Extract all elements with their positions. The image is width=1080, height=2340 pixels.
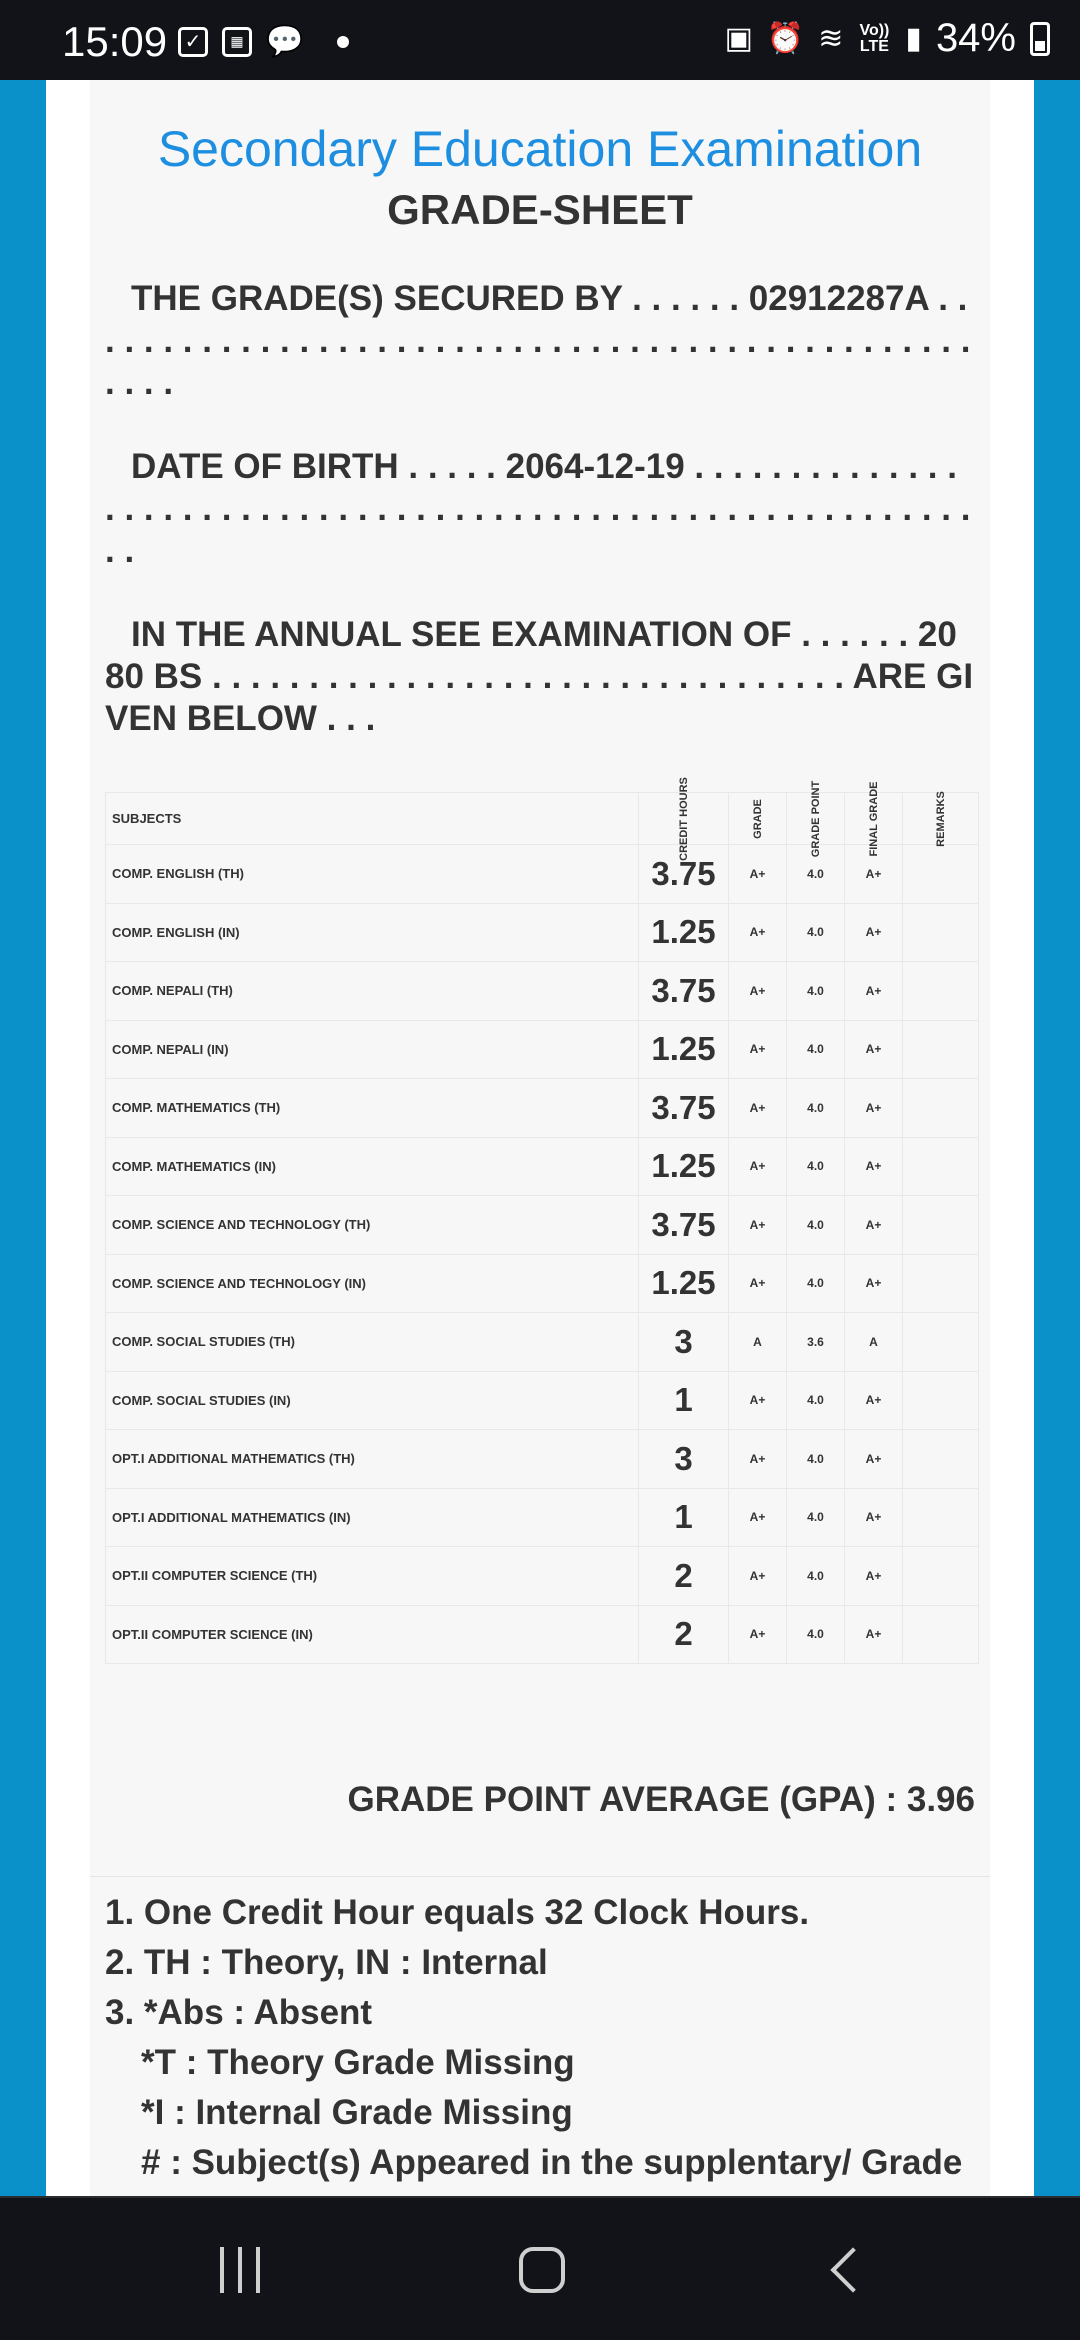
cell-final-grade: A+ (845, 1020, 903, 1079)
cell-subject: COMP. SCIENCE AND TECHNOLOGY (TH) (106, 1196, 639, 1255)
alarm-icon: ⏰ (766, 22, 805, 55)
cell-final-grade: A+ (845, 1488, 903, 1547)
battery-saver-icon: ▣ (724, 22, 753, 55)
table-row (106, 1137, 979, 1196)
cell-grade: A+ (729, 962, 787, 1021)
cell-final-grade: A+ (845, 1254, 903, 1313)
cell-grade: A+ (729, 1430, 787, 1489)
cell-credit-hours: 3.75 (639, 962, 729, 1021)
home-icon (519, 2247, 565, 2293)
cell-subject: COMP. MATHEMATICS (IN) (106, 1137, 639, 1196)
cell-grade-point: 4.0 (787, 1196, 845, 1255)
right-margin (1034, 80, 1080, 2196)
cell-grade: A+ (729, 1488, 787, 1547)
table-row (106, 1196, 979, 1255)
table-row (106, 1020, 979, 1079)
cell-credit-hours: 1.25 (639, 1020, 729, 1079)
battery-percent: 34% (935, 16, 1016, 60)
cell-grade: A (729, 1313, 787, 1372)
cell-grade: A+ (729, 1137, 787, 1196)
calendar-icon: ▦ (222, 27, 252, 57)
table-row (106, 903, 979, 962)
cell-credit-hours: 3 (639, 1313, 729, 1372)
cell-remarks (903, 1254, 979, 1313)
signal-icon: ▮ (905, 22, 922, 55)
cell-subject: COMP. ENGLISH (IN) (106, 903, 639, 962)
cell-final-grade: A+ (845, 1605, 903, 1664)
col-grade-point: GRADE POINT (787, 793, 845, 845)
cell-subject: COMP. SOCIAL STUDIES (IN) (106, 1371, 639, 1430)
cell-remarks (903, 1020, 979, 1079)
cell-final-grade: A (845, 1313, 903, 1372)
col-credit-hours: CREDIT HOURS (639, 793, 729, 845)
cell-credit-hours: 1.25 (639, 1137, 729, 1196)
table-row (106, 1488, 979, 1547)
cell-subject: COMP. SCIENCE AND TECHNOLOGY (IN) (106, 1254, 639, 1313)
cell-grade-point: 4.0 (787, 1430, 845, 1489)
dob-text: DATE OF BIRTH . . . . . 2064-12-19 . . . . . . . . . . . . . . . . . . . . . . . . . . . . . . . . . . . . . . . . . . . . . . . . . . . . . . . . . . . . . (105, 447, 971, 570)
cell-grade-point: 4.0 (787, 1020, 845, 1079)
cell-grade: A+ (729, 1605, 787, 1664)
divider (90, 1876, 990, 1877)
recent-apps-icon (220, 2247, 260, 2293)
cell-grade-point: 3.6 (787, 1313, 845, 1372)
cell-subject: COMP. SOCIAL STUDIES (TH) (106, 1313, 639, 1372)
cell-grade-point: 4.0 (787, 1079, 845, 1138)
cell-credit-hours: 3.75 (639, 1196, 729, 1255)
cell-remarks (903, 845, 979, 904)
table-row (106, 1547, 979, 1606)
note-item: # : Subject(s) Appeared in the supplentary/ Grade (141, 2143, 963, 2182)
cell-grade-point: 4.0 (787, 845, 845, 904)
navigation-bar (0, 2196, 1080, 2340)
cell-credit-hours: 3 (639, 1430, 729, 1489)
cell-final-grade: A+ (845, 1196, 903, 1255)
cell-final-grade: A+ (845, 962, 903, 1021)
cell-subject: COMP. NEPALI (IN) (106, 1020, 639, 1079)
cell-credit-hours: 1.25 (639, 1254, 729, 1313)
cell-credit-hours: 3.75 (639, 1079, 729, 1138)
cell-remarks (903, 903, 979, 962)
cell-remarks (903, 962, 979, 1021)
cell-grade: A+ (729, 1020, 787, 1079)
cell-grade: A+ (729, 1547, 787, 1606)
web-page[interactable] (46, 80, 1034, 2196)
cell-remarks (903, 1430, 979, 1489)
table-header-row (106, 793, 979, 845)
cell-credit-hours: 1 (639, 1371, 729, 1430)
chat-icon: 💬 (266, 25, 304, 58)
cell-credit-hours: 2 (639, 1605, 729, 1664)
cell-grade: A+ (729, 903, 787, 962)
cell-subject: OPT.II COMPUTER SCIENCE (IN) (106, 1605, 639, 1664)
cell-final-grade: A+ (845, 1137, 903, 1196)
note-item: 1. One Credit Hour equals 32 Clock Hours. (105, 1893, 810, 1932)
table-row (106, 1371, 979, 1430)
note-item: *I : Internal Grade Missing (141, 2093, 573, 2132)
gpa-text: GRADE POINT AVERAGE (GPA) : 3.96 (347, 1780, 975, 1819)
cell-grade-point: 4.0 (787, 903, 845, 962)
cell-final-grade: A+ (845, 1371, 903, 1430)
cell-remarks (903, 1371, 979, 1430)
left-margin (0, 80, 46, 2196)
cell-subject: OPT.I ADDITIONAL MATHEMATICS (IN) (106, 1488, 639, 1547)
table-row (106, 1254, 979, 1313)
table-row (106, 1313, 979, 1372)
wifi-icon: ≋ (818, 22, 844, 55)
cell-grade-point: 4.0 (787, 1488, 845, 1547)
notification-dot-icon (337, 36, 349, 48)
col-remarks: REMARKS (903, 793, 979, 845)
lte-label: Vo)) LTE (859, 21, 890, 55)
cell-remarks (903, 1137, 979, 1196)
cell-grade-point: 4.0 (787, 1547, 845, 1606)
recent-apps-button[interactable] (200, 2238, 280, 2302)
status-time: 15:09 (62, 18, 168, 65)
cell-grade: A+ (729, 845, 787, 904)
cell-grade: A+ (729, 1371, 787, 1430)
cell-grade-point: 4.0 (787, 1254, 845, 1313)
home-button[interactable] (502, 2238, 582, 2302)
grades-table (105, 776, 979, 1664)
cell-remarks (903, 1605, 979, 1664)
status-bar (0, 0, 1080, 80)
cell-grade: A+ (729, 1196, 787, 1255)
table-row (106, 1605, 979, 1664)
cell-remarks (903, 1547, 979, 1606)
cell-subject: OPT.I ADDITIONAL MATHEMATICS (TH) (106, 1430, 639, 1489)
table-row (106, 962, 979, 1021)
cell-remarks (903, 1313, 979, 1372)
col-final-grade: FINAL GRADE (845, 793, 903, 845)
back-icon (830, 2247, 875, 2292)
note-item: *T : Theory Grade Missing (141, 2043, 575, 2082)
note-item: 2. TH : Theory, IN : Internal (105, 1943, 548, 1982)
cell-credit-hours: 2 (639, 1547, 729, 1606)
secured-by-text: THE GRADE(S) SECURED BY . . . . . . 02912287A . . . . . . . . . . . . . . . . . . . . . . . . . . . . . . . . . . . . . . . . . . . . . . . . . . . (105, 279, 971, 402)
page-subtitle: GRADE-SHEET (387, 186, 693, 233)
table-row (106, 845, 979, 904)
note-item: 3. *Abs : Absent (105, 1993, 373, 2032)
table-row (106, 1430, 979, 1489)
cell-credit-hours: 1.25 (639, 903, 729, 962)
cell-subject: OPT.II COMPUTER SCIENCE (TH) (106, 1547, 639, 1606)
cell-final-grade: A+ (845, 1547, 903, 1606)
cell-grade: A+ (729, 1254, 787, 1313)
grade-sheet (90, 80, 990, 2196)
cell-final-grade: A+ (845, 845, 903, 904)
cell-grade-point: 4.0 (787, 962, 845, 1021)
exam-text: IN THE ANNUAL SEE EXAMINATION OF . . . . . . 2080 BS . . . . . . . . . . . . . . . . . . . . . . . . . . . . . . . . . ARE GIVEN BELOW . . . (105, 615, 974, 738)
cell-grade-point: 4.0 (787, 1605, 845, 1664)
cell-final-grade: A+ (845, 1430, 903, 1489)
cell-remarks (903, 1488, 979, 1547)
cell-subject: COMP. MATHEMATICS (TH) (106, 1079, 639, 1138)
cell-grade-point: 4.0 (787, 1371, 845, 1430)
page-title: Secondary Education Examination (157, 121, 923, 177)
cell-credit-hours: 1 (639, 1488, 729, 1547)
cell-grade-point: 4.0 (787, 1137, 845, 1196)
cell-final-grade: A+ (845, 903, 903, 962)
battery-icon (1030, 22, 1050, 56)
checkbox-icon: ✓ (178, 27, 208, 57)
cell-credit-hours: 3.75 (639, 845, 729, 904)
cell-remarks (903, 1079, 979, 1138)
col-subjects: SUBJECTS (106, 793, 639, 845)
cell-subject: COMP. ENGLISH (TH) (106, 845, 639, 904)
cell-remarks (903, 1196, 979, 1255)
col-grade: GRADE (729, 793, 787, 845)
cell-subject: COMP. NEPALI (TH) (106, 962, 639, 1021)
cell-grade: A+ (729, 1079, 787, 1138)
back-button[interactable] (806, 2238, 886, 2302)
table-row (106, 1079, 979, 1138)
cell-final-grade: A+ (845, 1079, 903, 1138)
